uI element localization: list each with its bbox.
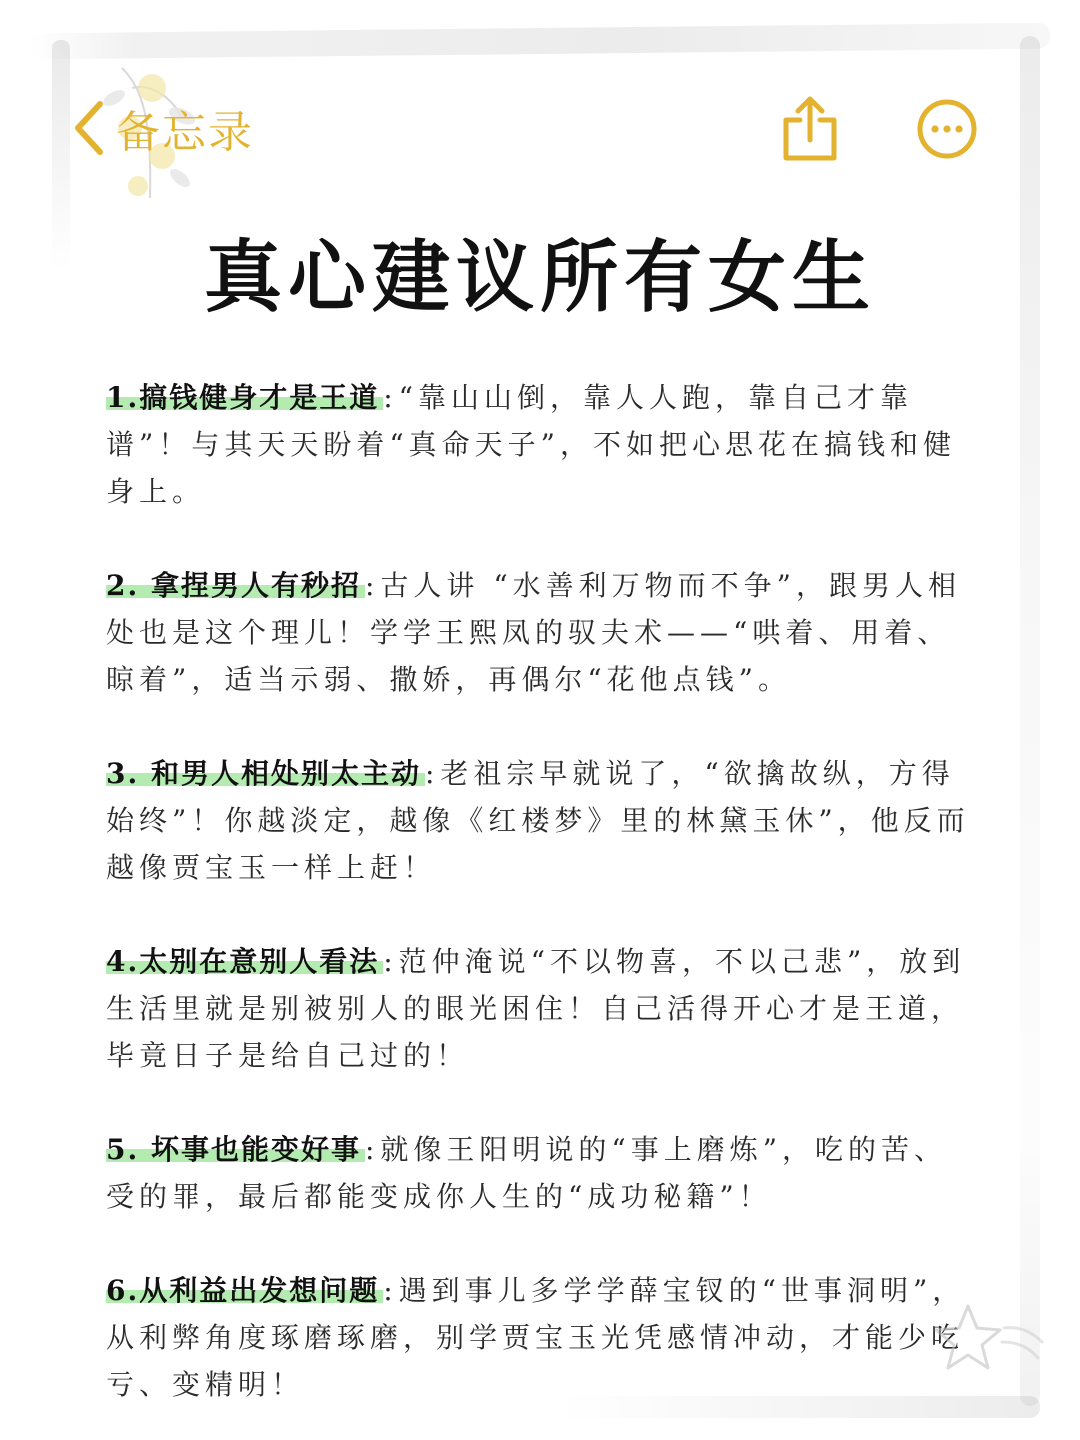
share-icon[interactable]: [782, 96, 838, 162]
tip-body: 古人讲 “水善利万物而不争”，跟男人相处也是这个理儿！学学王熙凤的驭夫术——“哄着、用着、晾着”，适当示弱、撒娇，再偶尔“花他点钱”。: [106, 569, 961, 696]
tip-heading: 3. 和男人相处别太主动: [106, 757, 425, 790]
tip-colon: :: [364, 569, 381, 602]
tip-heading: 1.搞钱健身才是王道: [106, 381, 383, 414]
brush-frame-top: [30, 23, 1050, 60]
tip-item-1: [106, 374, 976, 515]
tip-colon: :: [424, 757, 441, 790]
tips-list: [106, 374, 976, 1408]
tip-colon: :: [383, 381, 399, 414]
tip-heading: 2. 拿捏男人有秒招: [106, 569, 365, 602]
tip-colon: :: [383, 945, 399, 978]
star-watermark-icon: [928, 1298, 1048, 1378]
tip-heading: 5. 坏事也能变好事: [106, 1133, 365, 1166]
tip-body: “靠山山倒，靠人人跑，靠自己才靠谱”！与其天天盼着“真命天子”，不如把心思花在搞钱和健身上。: [106, 381, 956, 508]
tip-colon: :: [383, 1274, 399, 1307]
chevron-left-icon: [72, 100, 106, 156]
more-icon[interactable]: [916, 98, 978, 160]
tip-item-3: [106, 750, 976, 891]
tip-item-4: [106, 938, 976, 1079]
tip-colon: :: [364, 1133, 381, 1166]
tip-item-2: [106, 562, 976, 703]
tip-body: 范仲淹说“不以物喜，不以己悲”，放到生活里就是别被别人的眼光困住！自己活得开心才是王道，毕竟日子是给自己过的！: [106, 945, 966, 1072]
back-label: 备忘录: [116, 107, 254, 158]
tip-heading: 6.从利益出发想问题: [106, 1274, 383, 1307]
tip-heading: 4.太别在意别人看法: [106, 945, 383, 978]
back-button[interactable]: [72, 96, 254, 160]
tip-body: 遇到事儿多学学薛宝钗的“世事洞明”，从利弊角度琢磨琢磨，别学贾宝玉光凭感情冲动，才能少吃亏、变精明！: [106, 1274, 966, 1401]
tip-item-6: [106, 1267, 976, 1408]
tip-body: 就像王阳明说的“事上磨炼”，吃的苦、受的罪，最后都能变成你人生的“成功秘籍”！: [106, 1133, 948, 1213]
page-title: 真心建议所有女生: [203, 233, 876, 323]
tip-body: 老祖宗早就说了，“欲擒故纵，方得始终”！你越淡定，越像《红楼梦》里的林黛玉休”，他反而越像贾宝玉一样上赶！: [106, 757, 970, 884]
tip-item-5: [106, 1126, 976, 1220]
